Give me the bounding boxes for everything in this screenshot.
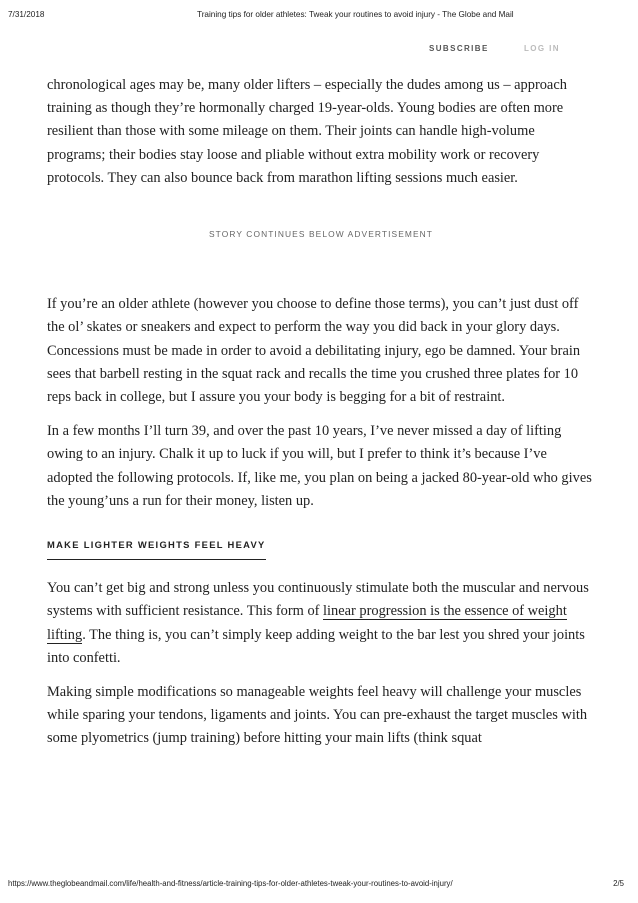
article-paragraph-5: Making simple modifications so manageable weights feel heavy will challenge your muscles while sparing your tendons, ligaments and joints. You can pre-exhaust the target muscles with some plyometrics (jump training) before hitting your main lifts (think squat xyxy=(47,684,588,747)
login-link[interactable]: LOG IN xyxy=(524,44,560,53)
section-heading-wrap xyxy=(47,533,595,577)
top-nav xyxy=(0,44,638,58)
page-number: 2/5 xyxy=(613,879,624,888)
article-paragraph-2: If you’re an older athlete (however you choose to define those terms), you can’t just dust off the ol’ skates or sneakers and expect to perform the way you did back in your glory days. Concessions must be made in order to avoid a debilitating injury, ego be damned. Your brain sees that barbell resting in the squat rack and recalls the time you crushed three plates for 10 reps back in college, but I assure you your body is begging for a bit of restraint. xyxy=(47,296,581,406)
article-paragraph-3: In a few months I’ll turn 39, and over the past 10 years, I’ve never missed a day of lifting owing to an injury. Chalk it up to luck if you will, but I prefer to think it’s because I’ve adopted the following protocols. If, like me, you plan on being a jacked 80-year-old who gives the young’uns a run for their money, listen up. xyxy=(47,423,592,509)
article-paragraph-4 xyxy=(47,577,595,670)
advertisement-label: STORY CONTINUES BELOW ADVERTISEMENT xyxy=(208,229,434,240)
print-date: 7/31/2018 xyxy=(8,10,45,19)
article-paragraph-1: chronological ages may be, many older lifters – especially the dudes among us – approach training as though they’re hormonally charged 19-year-olds. Young bodies are often more resilient than those with some mileage on them. Their joints can handle high-volume programs; their bodies stay loose and pliable without extra mobility work or recovery protocols. They can also bounce back from marathon lifting sessions much easier. xyxy=(47,77,567,186)
print-url: https://www.theglobeandmail.com/life/health-and-fitness/article-training-tips-for-older-athletes-tweak-your-routines-to-avoid-injury/ xyxy=(8,879,453,888)
subscribe-link[interactable]: SUBSCRIBE xyxy=(429,44,489,53)
print-header xyxy=(8,10,628,24)
section-heading: MAKE LIGHTER WEIGHTS FEEL HEAVY xyxy=(47,533,266,560)
paragraph-text: . The thing is, you can’t simply keep adding weight to the bar lest you shred your joints into confetti. xyxy=(47,626,585,666)
linear-progression-link[interactable]: linear progression is the essence of weight lifting xyxy=(47,603,567,643)
article-body xyxy=(47,74,595,747)
print-page-title: Training tips for older athletes: Tweak your routines to avoid injury - The Globe and Mail xyxy=(197,10,514,19)
paragraph-text: You can’t get big and strong unless you continuously stimulate both the muscular and nervous systems with sufficient resistance. This form of xyxy=(47,580,589,620)
print-footer xyxy=(8,879,630,891)
